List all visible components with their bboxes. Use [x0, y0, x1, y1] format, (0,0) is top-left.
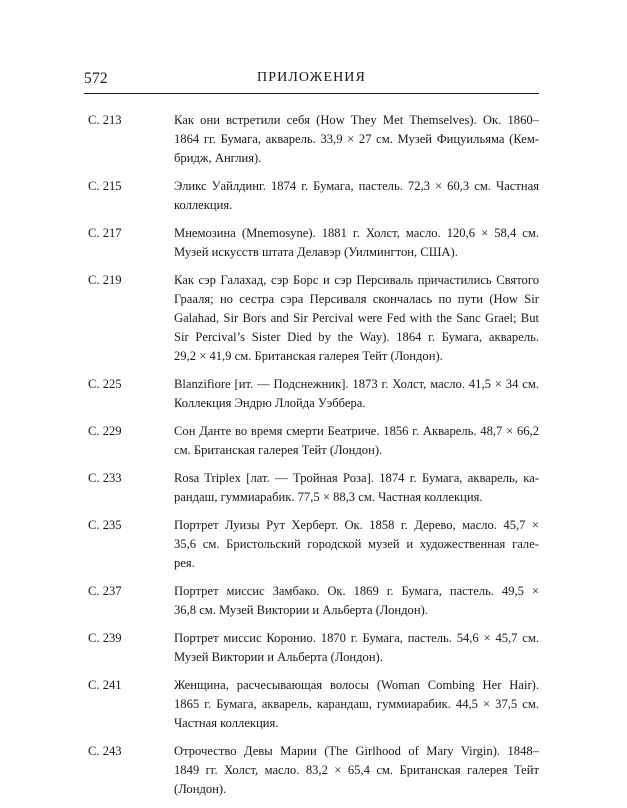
running-title: ПРИЛОЖЕНИЯ: [257, 70, 366, 85]
entry-line: Музей Виктории и Альберта (Лондон).: [174, 650, 383, 664]
entry-line: Blanzifiore [ит. — Подснежник]. 1873 г. Холст, масло. 41,5 × 34 см.: [174, 377, 539, 391]
entry-page-ref: С. 235: [88, 518, 122, 532]
entry-description: [174, 469, 539, 507]
entry-description: [174, 516, 539, 573]
entry-line: Эликс Уайлдинг. 1874 г. Бумага, пастель. 72,3 × 60,3 см. Частная: [174, 179, 539, 193]
entry-line: Мнемозина (Mnemosyne). 1881 г. Холст, масло. 120,6 × 58,4 см.: [174, 226, 539, 240]
entry-page-ref: С. 217: [88, 226, 122, 240]
entry-description: [174, 742, 539, 799]
entry-line: рандаш, гуммиарабик. 77,5 × 88,3 см. Частная коллекция.: [174, 490, 483, 504]
entry-line: Sir Percival’s Sister Died by the Way). 1864 г. Бумага, акварель.: [174, 330, 539, 344]
list-item: [84, 516, 539, 573]
entry-line: Rosa Triplex [лат. — Тройная Роза]. 1874 г. Бумага, акварель, ка-: [174, 471, 539, 485]
entry-description: [174, 422, 539, 460]
entry-page-ref: С. 237: [88, 584, 122, 598]
entry-line: 36,8 см. Музей Виктории и Альберта (Лондон).: [174, 603, 428, 617]
entry-line: Частная коллекция.: [174, 716, 279, 730]
list-item: [84, 629, 539, 667]
illustration-list: [84, 111, 539, 808]
entry-description: [174, 629, 539, 667]
entry-description: [174, 177, 539, 215]
list-item: [84, 375, 539, 413]
entry-description: [174, 676, 539, 733]
entry-description: [174, 111, 539, 168]
entry-line: коллекция.: [174, 198, 233, 212]
entry-line: 35,6 см. Бристольский городской музей и художественная гале-: [174, 537, 539, 551]
entry-line: Грааля; но сестра сэра Персиваля скончалась по пути (How Sir: [174, 292, 539, 306]
entry-page-ref: С. 219: [88, 273, 122, 287]
entry-line: Galahad, Sir Bors and Sir Percival were Fed with the Sanc Grael; But: [174, 311, 539, 325]
entry-line: Как сэр Галахад, сэр Борс и сэр Персиваль причастились Святого: [174, 273, 539, 287]
entry-line: Как они встретили себя (How They Met Themselves). Ок. 1860–: [174, 113, 539, 127]
list-item: [84, 422, 539, 460]
list-item: [84, 271, 539, 366]
entry-line: Коллекция Эндрю Ллойда Уэббера.: [174, 396, 366, 410]
list-item: [84, 676, 539, 733]
entry-line: рея.: [174, 556, 195, 570]
entry-description: [174, 271, 539, 366]
entry-page-ref: С. 241: [88, 678, 122, 692]
entry-line: Портрет миссис Замбако. Ок. 1869 г. Бумага, пастель. 49,5 ×: [174, 584, 539, 598]
list-item: [84, 469, 539, 507]
page-number: 572: [84, 70, 108, 87]
list-item: [84, 224, 539, 262]
list-item: [84, 177, 539, 215]
entry-page-ref: С. 213: [88, 113, 122, 127]
entry-line: см. Британская галерея Тейт (Лондон).: [174, 443, 383, 457]
entry-description: [174, 582, 539, 620]
entry-description: [174, 224, 539, 262]
entry-page-ref: С. 215: [88, 179, 122, 193]
entry-line: 1849 гг. Холст, масло. 83,2 × 65,4 см. Британская галерея Тейт: [174, 763, 539, 777]
list-item: [84, 582, 539, 620]
entry-line: Портрет миссис Коронио. 1870 г. Бумага, пастель. 54,6 × 45,7 см.: [174, 631, 539, 645]
entry-line: Отрочество Девы Марии (The Girlhood of Mary Virgin). 1848–: [174, 744, 539, 758]
entry-line: 29,2 × 41,9 см. Британская галерея Тейт (Лондон).: [174, 349, 443, 363]
list-item: [84, 111, 539, 168]
entry-page-ref: С. 233: [88, 471, 122, 485]
entry-page-ref: С. 225: [88, 377, 122, 391]
entry-line: бридж, Англия).: [174, 151, 262, 165]
header-rule: [84, 93, 539, 94]
entry-line: 1864 гг. Бумага, акварель. 33,9 × 27 см. Музей Фицуильяма (Кем-: [174, 132, 539, 146]
entry-description: [174, 375, 539, 413]
entry-line: (Лондон).: [174, 782, 227, 796]
entry-line: Женщина, расчесывающая волосы (Woman Combing Her Hair).: [174, 678, 539, 692]
entry-page-ref: С. 229: [88, 424, 122, 438]
entry-page-ref: С. 243: [88, 744, 122, 758]
list-item: [84, 742, 539, 799]
running-header: [84, 68, 539, 90]
entry-page-ref: С. 239: [88, 631, 122, 645]
entry-line: 1865 г. Бумага, акварель, карандаш, гуммиарабик. 44,5 × 37,5 см.: [174, 697, 539, 711]
entry-line: Сон Данте во время смерти Беатриче. 1856 г. Акварель. 48,7 × 66,2: [174, 424, 539, 438]
entry-line: Музей искусств штата Делавэр (Уилмингтон, США).: [174, 245, 458, 259]
entry-line: Портрет Луизы Рут Херберт. Ок. 1858 г. Дерево, масло. 45,7 ×: [174, 518, 539, 532]
